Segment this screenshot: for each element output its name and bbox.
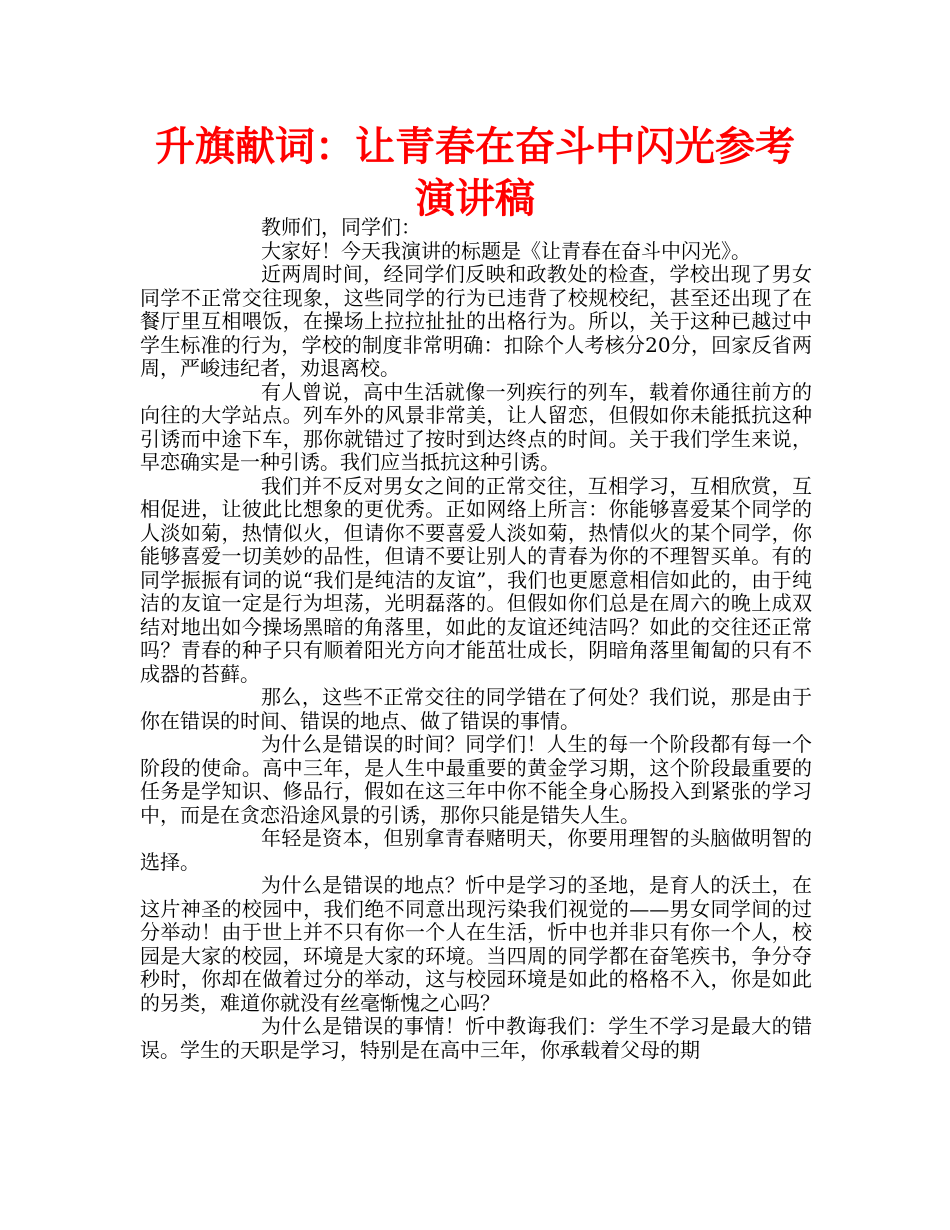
paragraph-greeting: 大家好！今天我演讲的标题是《让青春在奋斗中闪光》。 [261,238,751,263]
paragraph: 我们并不反对男女之间的正常交往，互相学习，互相欣赏，互相促进，让彼此比想象的更优秀。正如网络上所言：你能够喜爱某个同学的人淡如菊，热情似火，但请你不要喜爱人淡如菊，热情似火的某个同学，你能够喜爱一切美妙的品性，但请不要让别人的青春为你的不理智买单。有的同学振振有词的说“我们是纯洁的友谊”，我们也更愿意相信如此的，由于纯洁的友谊一定是行为坦荡，光明磊落的。但假如你们总是在周六的晚上成双结对地出如今操场黑暗的角落里，如此的友谊还纯洁吗？如此的交往还正常吗？青春的种子只有顺着阳光方向才能茁壮成长，阴暗角落里匍匐的只有不成器的苔藓。 [140,473,812,686]
paragraph: 年轻是资本，但别拿青春赌明天，你要用理智的头脑做明智的选择。 [140,826,812,874]
paragraph: 为什么是错误的时间？同学们！人生的每一个阶段都有每一个阶段的使命。高中三年，是人生中最重要的黄金学习期，这个阶段最重要的任务是学知识、修品行，假如在这三年中你不能全身心肠投入到紧张的学习中，而是在贪恋沿途风景的引诱，那你只能是错失人生。 [140,732,812,827]
paragraph: 近两周时间，经同学们反映和政教处的检查，学校出现了男女同学不正常交往现象，这些同学的行为已违背了校规校纪，甚至还出现了在餐厅里互相喂饭，在操场上拉拉扯扯的出格行为。所以，关于这种已越过中学生标准的行为，学校的制度非常明确：扣除个人考核分20分，回家反省两周，严峻违纪者，劝退离校。 [140,262,812,380]
document-body [140,216,812,1062]
document-title: 升旗献词：让青春在奋斗中闪光参考演讲稿 [155,124,795,222]
paragraph: 为什么是错误的事情！忻中教诲我们：学生不学习是最大的错误。学生的天职是学习，特别是在高中三年，你承载着父母的期 [140,1014,812,1062]
paragraph: 那么，这些不正常交往的同学错在了何处？我们说，那是由于你在错误的时间、错误的地点、做了错误的事情。 [140,685,812,733]
paragraph: 为什么是错误的地点？忻中是学习的圣地，是育人的沃土，在这片神圣的校园中，我们绝不同意出现污染我们视觉的——男女同学间的过分举动！由于世上并不只有你一个人在生活，忻中也并非只有你一个人，校园是大家的校园，环境是大家的环境。当四周的同学都在奋笔疾书，争分夺秒时，你却在做着过分的举动，这与校园环境是如此的格格不入，你是如此的另类，难道你就没有丝毫惭愧之心吗？ [140,873,812,1015]
paragraph-salutation: 教师们，同学们： [261,215,421,239]
paragraph: 有人曾说，高中生活就像一列疾行的列车，载着你通往前方的向往的大学站点。列车外的风景非常美，让人留恋，但假如你未能抵抗这种引诱而中途下车，那你就错过了按时到达终点的时间。关于我们学生来说，早恋确实是一种引诱。我们应当抵抗这种引诱。 [140,379,812,474]
